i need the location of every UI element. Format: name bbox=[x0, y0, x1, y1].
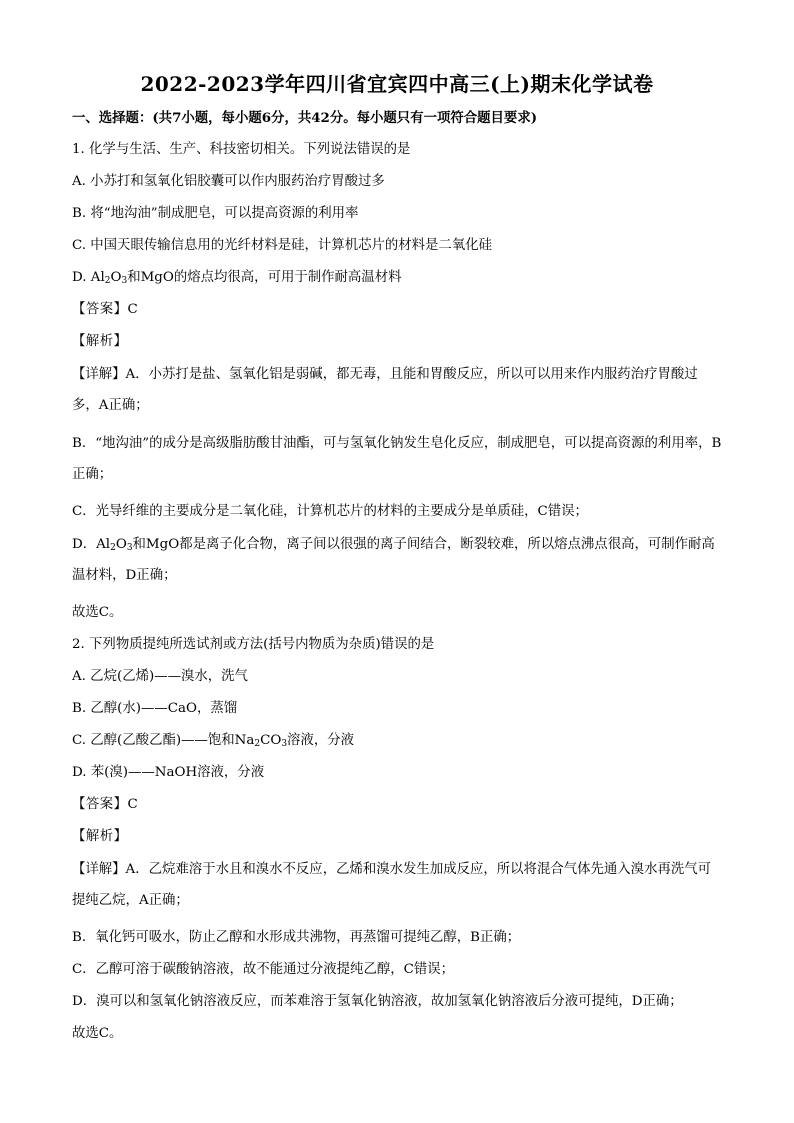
q2-option-c: C. 乙醇(乙酸乙酯)——饱和$Na_2CO_3$溶液，分液 bbox=[72, 733, 354, 749]
q2-option-a: A. 乙烷(乙烯)——溴水，洗气 bbox=[72, 669, 248, 684]
q1-conclusion: 故选C。 bbox=[72, 605, 123, 620]
exam-content bbox=[72, 108, 722, 1056]
q1-detail-a: 【详解】A．小苏打是盐、氢氧化铝是弱碱，都无毒，且能和胃酸反应，所以可以用来作内服药治疗胃酸过多，A正确； bbox=[72, 367, 698, 413]
q2-stem: 2. 下列物质提纯所选试剂或方法(括号内物质为杂质)错误的是 bbox=[72, 637, 435, 652]
q1-option-d: D. $Al_2O_3$和MgO的熔点均很高，可用于制作耐高温材料 bbox=[72, 270, 402, 286]
q2-option-b: B. 乙醇(水)——CaO，蒸馏 bbox=[72, 701, 238, 716]
q1-option-c: C. 中国天眼传输信息用的光纤材料是硅，计算机芯片的材料是二氧化硅 bbox=[72, 238, 492, 253]
q1-option-a: A. 小苏打和氢氧化铝胶囊可以作内服药治疗胃酸过多 bbox=[72, 174, 385, 189]
q1-detail-d: D．$Al_2O_3$和MgO都是离子化合物，离子间以很强的离子间结合，断裂较难，所以熔点沸点很高，可制作耐高温材料，D正确； bbox=[72, 537, 715, 583]
q1-answer: 【答案】C bbox=[72, 302, 139, 317]
q2-analysis-label: 【解析】 bbox=[72, 829, 128, 844]
q2-detail-b: B．氧化钙可吸水，防止乙醇和水形成共沸物，再蒸馏可提纯乙醇，B正确； bbox=[72, 930, 521, 945]
q1-option-b: B. 将“地沟油”制成肥皂，可以提高资源的利用率 bbox=[72, 206, 359, 221]
q2-option-d: D. 苯(溴)——NaOH溶液，分液 bbox=[72, 765, 265, 780]
q1-stem: 1. 化学与生活、生产、科技密切相关。下列说法错误的是 bbox=[72, 142, 411, 157]
q2-answer: 【答案】C bbox=[72, 797, 139, 812]
q2-conclusion: 故选C。 bbox=[72, 1026, 123, 1041]
q2-detail-c: C．乙醇可溶于碳酸钠溶液，故不能通过分液提纯乙醇，C错误； bbox=[72, 962, 455, 977]
section-heading: 一、选择题：(共7小题，每小题6分，共42分。每小题只有一项符合题目要求) bbox=[72, 110, 538, 126]
q1-detail-c: C．光导纤维的主要成分是二氧化硅，计算机芯片的材料的主要成分是单质硅，C错误； bbox=[72, 504, 588, 519]
q1-detail-b: B．“地沟油”的成分是高级脂肪酸甘油酯，可与氢氧化钠发生皂化反应，制成肥皂，可以提高资源的利用率，B正确； bbox=[72, 436, 722, 482]
q2-detail-a: 【详解】A．乙烷难溶于水且和溴水不反应，乙烯和溴水发生加成反应，所以将混合气体先通入溴水再洗气可提纯乙烷，A正确； bbox=[72, 862, 712, 908]
page-title: 2022-2023学年四川省宜宾四中高三(上)期末化学试卷 bbox=[140, 72, 654, 96]
q2-detail-d: D．溴可以和氢氧化钠溶液反应，而苯难溶于氢氧化钠溶液，故加氢氧化钠溶液后分液可提纯，D正确； bbox=[72, 994, 683, 1009]
q1-analysis-label: 【解析】 bbox=[72, 334, 128, 349]
